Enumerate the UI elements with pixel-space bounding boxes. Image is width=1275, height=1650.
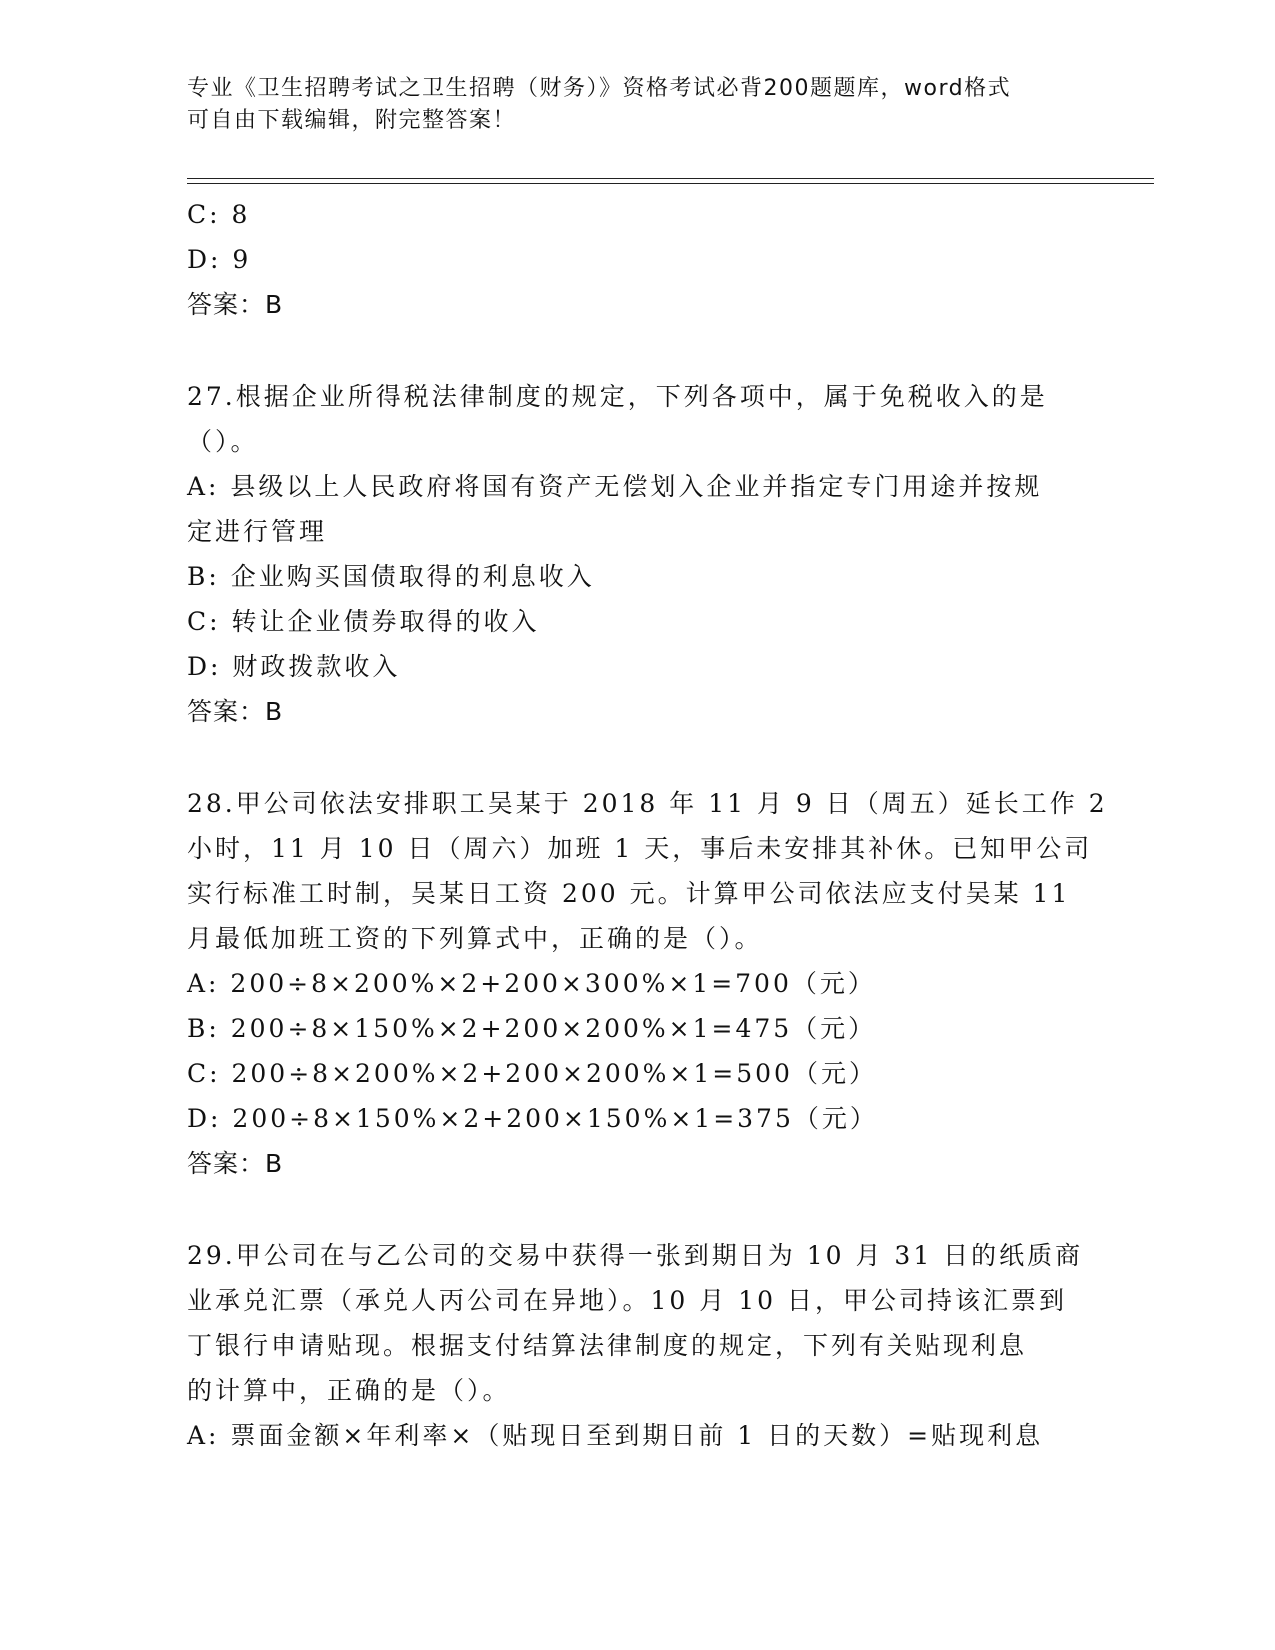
option-c: C: 8 — [187, 200, 251, 229]
option-d: D: 9 — [187, 245, 252, 274]
question-stem-line: 业承兑汇票（承兑人丙公司在异地）。10 月 10 日，甲公司持该汇票到 — [187, 1286, 1067, 1315]
option-d: D: 财政拨款收入 — [187, 652, 401, 681]
question-28 — [187, 781, 1108, 1186]
option-d: D: 200÷8×150%×2+200×150%×1=375（元） — [187, 1104, 878, 1133]
header-line-1: 专业《卫生招聘考试之卫生招聘（财务）》资格考试必背200题题库，word格式 — [187, 76, 1012, 101]
question-stem-line: 29.甲公司在与乙公司的交易中获得一张到期日为 10 月 31 日的纸质商 — [187, 1241, 1084, 1270]
document-body — [187, 192, 1108, 1458]
answer-line: 答案：B — [187, 290, 284, 319]
option-a: A: 票面金额×年利率×（贴现日至到期日前 1 日的天数）=贴现利息 — [187, 1421, 1044, 1450]
option-a: A: 200÷8×200%×2+200×300%×1=700（元） — [187, 969, 876, 998]
answer-line: 答案：B — [187, 1149, 284, 1178]
option-b: B: 200÷8×150%×2+200×200%×1=475（元） — [187, 1014, 877, 1043]
option-a-continued: 定进行管理 — [187, 517, 328, 546]
question-stem-line: 实行标准工时制，吴某日工资 200 元。计算甲公司依法应支付吴某 11 — [187, 879, 1071, 908]
option-a: A: 县级以上人民政府将国有资产无偿划入企业并指定专门用途并按规 — [187, 472, 1043, 501]
question-stem-line: 的计算中，正确的是（）。 — [187, 1376, 511, 1405]
option-c: C: 200÷8×200%×2+200×200%×1=500（元） — [187, 1059, 877, 1088]
spacer — [187, 1186, 1087, 1233]
option-b: B: 企业购买国债取得的利息收入 — [187, 562, 595, 591]
spacer — [187, 734, 1087, 781]
question-26-continued — [187, 192, 1087, 327]
question-stem-line: 27.根据企业所得税法律制度的规定，下列各项中，属于免税收入的是 — [187, 382, 1048, 411]
header-line-2: 可自由下载编辑，附完整答案！ — [187, 108, 517, 133]
question-stem-line: 丁银行申请贴现。根据支付结算法律制度的规定，下列有关贴现利息 — [187, 1331, 1028, 1360]
document-header — [187, 73, 1067, 137]
question-stem-line: 28.甲公司依法安排职工吴某于 2018 年 11 月 9 日（周五）延长工作 2 — [187, 789, 1108, 818]
header-divider-top — [187, 178, 1154, 179]
question-29 — [187, 1233, 1087, 1458]
question-stem-line: 小时，11 月 10 日（周六）加班 1 天，事后未安排其补休。已知甲公司 — [187, 834, 1093, 863]
header-divider-bottom — [187, 183, 1154, 184]
question-stem-line: 月最低加班工资的下列算式中，正确的是（）。 — [187, 924, 763, 953]
question-27 — [187, 374, 1087, 734]
question-stem-line: （）。 — [187, 427, 259, 456]
spacer — [187, 327, 1087, 374]
option-c: C: 转让企业债券取得的收入 — [187, 607, 540, 636]
answer-line: 答案：B — [187, 697, 284, 726]
